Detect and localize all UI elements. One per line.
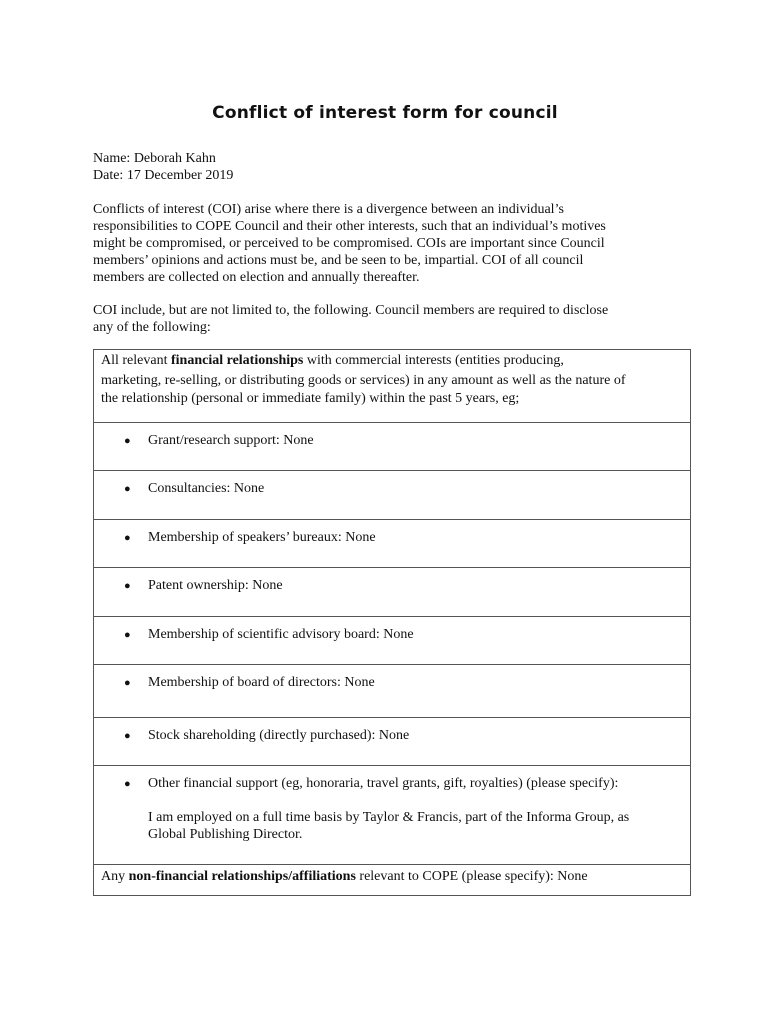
bullet-icon: ● [124, 532, 131, 544]
other-detail-line: I am employed on a full time basis by Taylor & Francis, part of the Informa Group, as [148, 810, 630, 825]
list-item: Other financial support (eg, honoraria, travel grants, gift, royalties) (please specify): [148, 776, 619, 791]
table-row [94, 718, 690, 766]
header-line: marketing, re-selling, or distributing goods or services) in any amount as well as the nature of [101, 373, 626, 388]
page-title: Conflict of interest form for council [212, 103, 558, 123]
bullet-icon: ● [124, 629, 131, 641]
list-item: Membership of speakers’ bureaux: None [148, 530, 376, 545]
header-prefix: All relevant [101, 353, 171, 368]
intro-line: members are collected on election and annually thereafter. [93, 270, 420, 285]
list-item: Membership of scientific advisory board: None [148, 627, 414, 642]
list-item: Membership of board of directors: None [148, 675, 375, 690]
disclosure-line: any of the following: [93, 320, 211, 335]
bullet-icon: ● [124, 778, 131, 790]
bullet-icon: ● [124, 483, 131, 495]
header-line: the relationship (personal or immediate family) within the past 5 years, eg; [101, 391, 520, 406]
footer-suffix: relevant to COPE (please specify): None [355, 869, 588, 884]
intro-line: Conflicts of interest (COI) arise where there is a divergence between an individual’s [93, 202, 564, 217]
table-footer-row [94, 865, 690, 895]
header-suffix: with commercial interests (entities producing, [303, 353, 564, 368]
header-bold: financial relationships [170, 353, 304, 368]
bullet-icon: ● [124, 580, 131, 592]
footer-prefix: Any [101, 869, 129, 884]
coi-table [93, 349, 691, 896]
date-line: Date: 17 December 2019 [93, 168, 234, 183]
disclosure-line: COI include, but are not limited to, the following. Council members are required to disclose [93, 303, 609, 318]
list-item: Consultancies: None [148, 481, 265, 496]
other-detail-line: Global Publishing Director. [148, 827, 303, 842]
bullet-icon: ● [124, 677, 131, 689]
table-row [94, 665, 690, 718]
intro-line: might be compromised, or perceived to be compromised. COIs are important since Council [93, 236, 605, 251]
list-item: Grant/research support: None [148, 433, 314, 448]
bullet-icon: ● [124, 435, 131, 447]
list-item: Stock shareholding (directly purchased): None [148, 728, 410, 743]
table-row [94, 520, 690, 568]
table-row [94, 471, 690, 520]
header-line [101, 351, 684, 371]
footer-bold: non-financial relationships/affiliations [128, 869, 356, 884]
table-row [94, 766, 690, 865]
intro-line: responsibilities to COPE Council and their other interests, such that an individual’s motives [93, 219, 606, 234]
table-row [94, 423, 690, 471]
table-header-row [94, 350, 690, 423]
table-row [94, 568, 690, 617]
name-line: Name: Deborah Kahn [93, 151, 216, 166]
intro-line: members’ opinions and actions must be, and be seen to be, impartial. COI of all council [93, 253, 584, 268]
footer-line [101, 867, 684, 887]
bullet-icon: ● [124, 730, 131, 742]
table-row [94, 617, 690, 665]
list-item: Patent ownership: None [148, 578, 283, 593]
